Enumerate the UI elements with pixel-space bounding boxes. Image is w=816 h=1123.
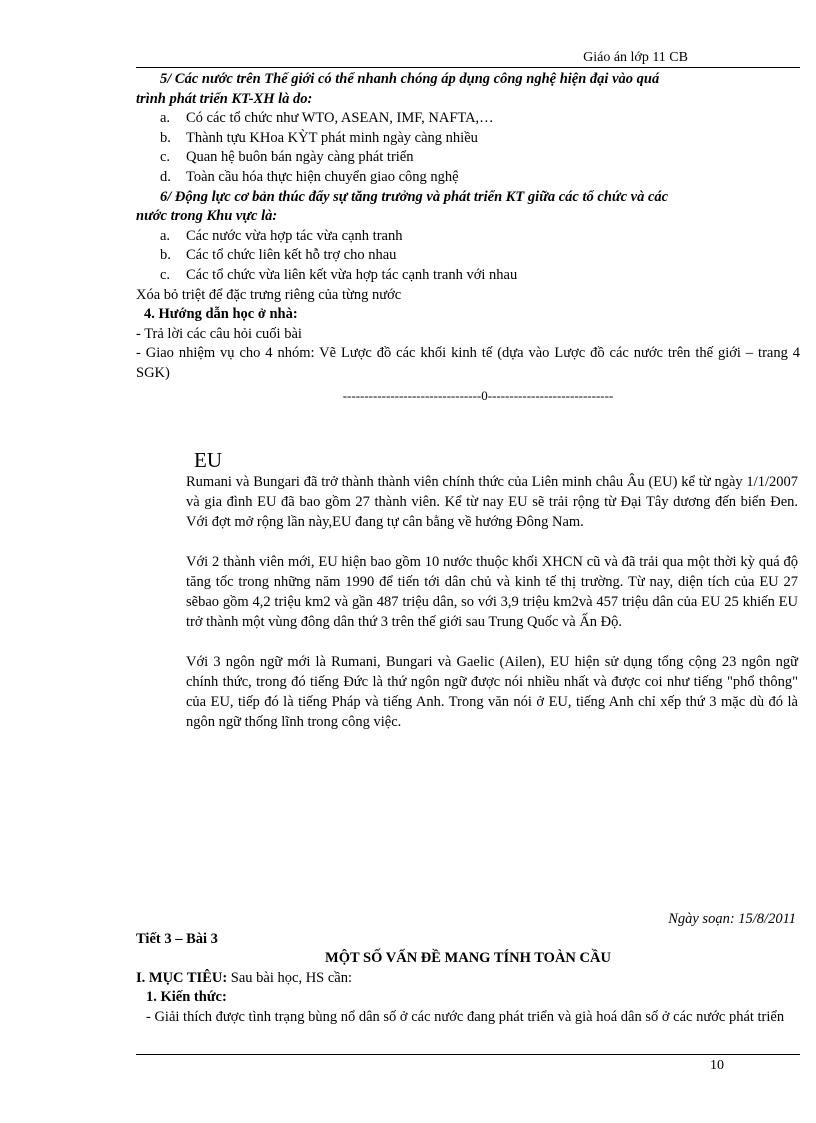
question-6-extra: Xóa bỏ triệt để đặc trưng riêng của từng nước	[136, 286, 402, 303]
option-text: Thành tựu KHoa KỲT phát minh ngày càng nhiều	[186, 129, 478, 146]
option-letter: a.	[160, 110, 171, 127]
option-letter: c.	[160, 266, 171, 283]
question-5-line2: trình phát triển KT-XH là do:	[136, 90, 313, 107]
objective-text: Sau bài học, HS cần:	[227, 969, 353, 986]
option-item	[136, 227, 800, 247]
option-text: Có các tổ chức như WTO, ASEAN, IMF, NAFTA,…	[186, 110, 494, 127]
eu-paragraph-1: Rumani và Bungari đã trở thành thành viên chính thức của Liên minh châu Âu (EU) kể từ ngày 1/1/2007 và gia đình EU đã bao gồm 27 thành viên. Kể từ nay EU sẽ trải rộng từ Đại Tây dương đến biển Đen. Với đợt mở rộng lần này,EU đang tự cân bằng về hướng Đông Nam.	[186, 474, 798, 530]
eu-title: EU	[194, 448, 222, 472]
question-5	[136, 70, 800, 109]
question-6-options	[136, 227, 800, 286]
option-text: Các nước vừa hợp tác vừa cạnh tranh	[186, 227, 403, 244]
knowledge-item: - Giải thích được tình trạng bùng nổ dân số ở các nước đang phát triển và già hoá dân số ở các nước phát triển	[146, 1008, 785, 1025]
option-item	[136, 246, 800, 266]
option-text: Quan hệ buôn bán ngày càng phát triển	[186, 149, 414, 166]
objective-label: I. MỤC TIÊU:	[136, 969, 228, 986]
page-number: 10	[710, 1058, 724, 1073]
option-item	[136, 168, 800, 188]
lesson-section	[136, 910, 800, 1028]
homework-item-1: - Trả lời các câu hỏi cuối bài	[136, 325, 302, 342]
option-item	[136, 109, 800, 129]
page-header: Giáo án lớp 11 CB	[583, 50, 688, 65]
lesson-objective	[136, 969, 800, 989]
main-content	[136, 70, 800, 405]
option-letter: b.	[160, 247, 171, 264]
homework-heading: 4. Hướng dẫn học ở nhà:	[144, 306, 298, 323]
homework-item-2: - Giao nhiệm vụ cho 4 nhóm: Vẽ Lược đồ các khối kinh tế (dựa vào Lược đồ các nước trên thế giới – trang 4 SGK)	[136, 345, 800, 381]
option-letter: c.	[160, 149, 171, 166]
question-6-line2: nước trong Khu vực là:	[136, 208, 278, 225]
eu-paragraph-3: Với 3 ngôn ngữ mới là Rumani, Bungari và Gaelic (Ailen), EU hiện sử dụng tổng cộng 23 ngôn ngữ chính thức, trong đó tiếng Đức là thứ ngôn ngữ được nói nhiều nhất và được coi như tiếng "phổ thông" của EU, tiếp đó là tiếng Pháp và tiếng Anh. Trong văn nói ở EU, tiếng Anh chỉ xếp thứ 3 mặc dù đó là ngôn ngữ thống lĩnh trong công việc.	[186, 654, 798, 730]
footer-rule	[136, 1054, 800, 1055]
lesson-title: MỘT SỐ VẤN ĐỀ MANG TÍNH TOÀN CẦU	[325, 950, 611, 967]
question-6-line1: 6/ Động lực cơ bản thúc đẩy sự tăng trưởng và phát triển KT giữa các tổ chức và các	[160, 188, 669, 205]
lesson-date: Ngày soạn: 15/8/2011	[668, 911, 796, 927]
question-5-line1: 5/ Các nước trên Thế giới có thể nhanh chóng áp dụng công nghệ hiện đại vào quá	[160, 71, 660, 87]
option-letter: a.	[160, 227, 171, 244]
option-text: Các tổ chức liên kết hỗ trợ cho nhau	[186, 247, 397, 264]
option-item	[136, 266, 800, 286]
option-text: Toàn cầu hóa thực hiện chuyển giao công nghệ	[186, 168, 459, 185]
knowledge-heading: 1. Kiến thức:	[146, 989, 227, 1006]
option-letter: b.	[160, 129, 171, 146]
eu-paragraph-2: Với 2 thành viên mới, EU hiện bao gồm 10 nước thuộc khối XHCN cũ và đã trải qua một thời kỳ quá độ tăng tốc trong những năm 1990 để tiến tới dân chủ và kinh tế thị trường. Từ nay, diện tích của EU 27 sẽbao gồm 4,2 triệu km2 và gần 487 triệu dân, so với 3,9 triệu km2và 457 triệu dân của EU 25 khiến EU trở thành một vùng đông dân thứ 3 trên thế giới sau Trung Quốc và Ấn Độ.	[186, 554, 798, 630]
section-separator: --------------------------------0-----------------------------	[342, 387, 614, 403]
question-5-options	[136, 109, 800, 187]
option-item	[136, 129, 800, 149]
option-text: Các tổ chức vừa liên kết vừa hợp tác cạnh tranh với nhau	[186, 266, 518, 283]
lesson-tiet: Tiết 3 – Bài 3	[136, 930, 218, 947]
question-6	[136, 188, 800, 227]
eu-section	[186, 450, 798, 752]
option-letter: d.	[160, 168, 171, 185]
option-item	[136, 148, 800, 168]
header-rule	[136, 67, 800, 68]
